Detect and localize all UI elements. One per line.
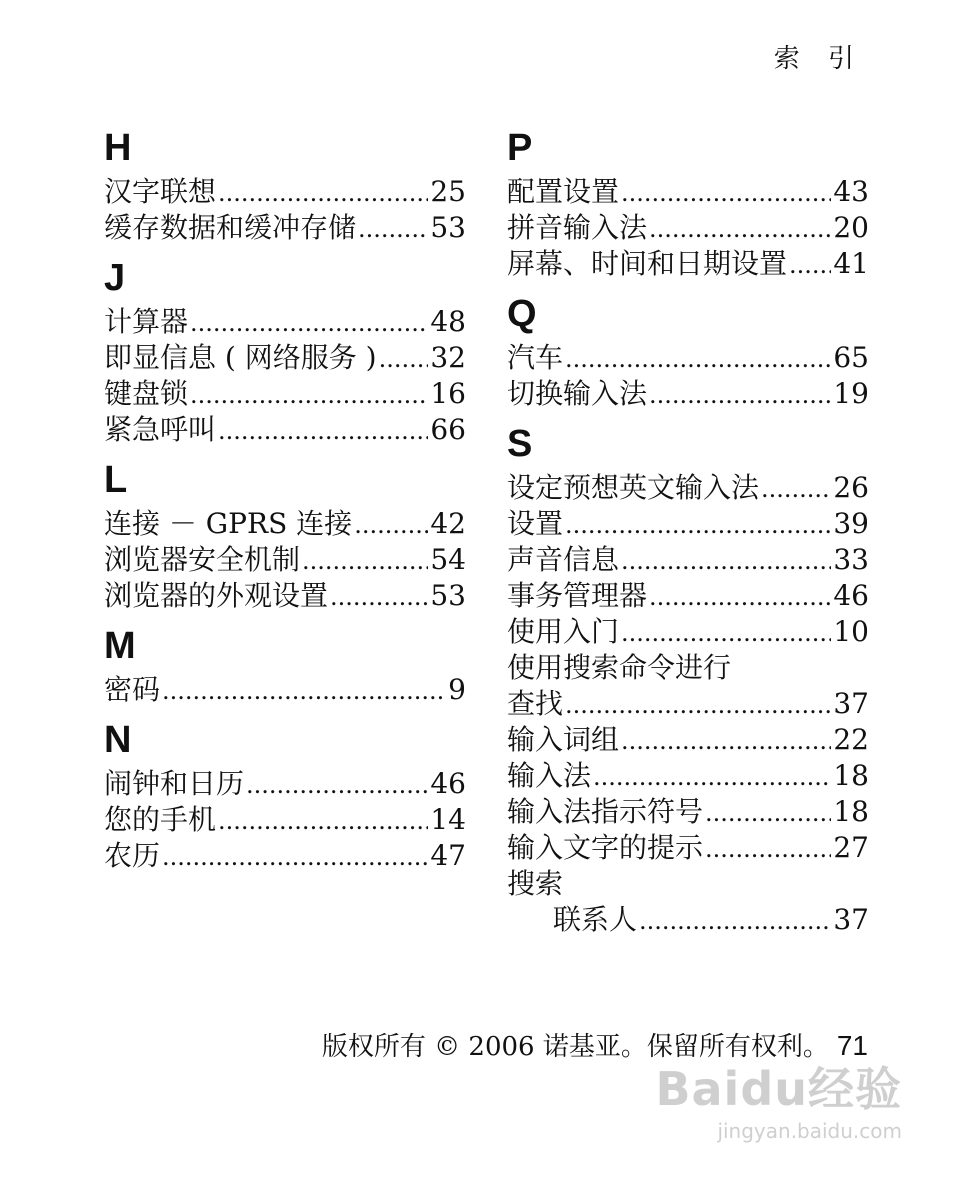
entry-text: 输入法指示符号 [507,795,704,828]
entry-page-number: 33 [833,543,869,576]
header-title: 索 引 [773,44,864,74]
index-entry [104,802,466,838]
dot-leader [565,507,831,543]
index-entry [104,376,466,412]
entry-page-number: 26 [833,471,869,504]
entry-text: 使用入门 [507,615,620,648]
index-entry [507,246,869,282]
entry-page-number: 18 [833,795,869,828]
index-entry [507,830,869,866]
index-entry [104,672,466,708]
entry-page-number: 20 [833,211,869,244]
index-column-left [104,122,466,874]
dot-leader [218,413,428,449]
entry-text: 事务管理器 [507,579,648,612]
entry-text: 计算器 [104,305,189,338]
dot-leader [162,839,428,875]
dot-leader [354,507,428,543]
entry-text: 拼音输入法 [507,211,648,244]
index-section [507,122,869,282]
section-letter: M [104,625,136,667]
dot-leader [621,543,831,579]
entry-text: 输入法 [507,759,592,792]
entry-page-number: 43 [833,175,869,208]
entry-page-number: 48 [430,305,466,338]
entry-page-number: 46 [833,579,869,612]
entry-page-number: 27 [833,831,869,864]
entry-page-number: 10 [833,615,869,648]
index-entry [507,210,869,246]
index-entry [104,412,466,448]
entry-text: 屏幕、时间和日期设置 [507,247,788,280]
entry-text: 设定预想英文输入法 [507,471,760,504]
index-entry [104,542,466,578]
dot-leader [705,795,831,831]
entry-page-number: 47 [430,839,466,872]
dot-leader [761,471,831,507]
section-letter: Q [507,293,537,335]
section-letter: H [104,127,132,169]
index-entry-heading: 搜索 [507,867,564,900]
dot-leader [162,673,446,709]
entry-page-number: 53 [430,579,466,612]
section-letter: J [104,257,126,299]
section-letter: S [507,423,533,465]
entry-page-number: 54 [430,543,466,576]
index-entry [104,340,466,376]
index-entry [104,210,466,246]
index-entry [507,902,869,938]
entry-text: 汽车 [507,341,564,374]
copyright-text: 版权所有 © 2006 诺基亚。保留所有权利。 [321,1032,829,1062]
dot-leader [218,175,428,211]
index-section [104,252,466,448]
dot-leader [379,341,429,377]
entry-page-number: 37 [833,687,869,720]
index-entry-heading: 使用搜索命令进行 [507,651,732,684]
index-section [104,454,466,614]
entry-page-number: 16 [430,377,466,410]
dot-leader [593,759,831,795]
entry-text: 输入文字的提示 [507,831,704,864]
entry-page-number: 18 [833,759,869,792]
dot-leader [621,175,831,211]
index-column-right [507,122,869,938]
entry-text: 查找 [507,687,564,720]
index-entry [104,506,466,542]
entry-page-number: 22 [833,723,869,756]
index-entry [104,766,466,802]
index-entry [104,304,466,340]
index-section [104,714,466,874]
index-entry [507,614,869,650]
dot-leader [621,615,831,651]
dot-leader [246,767,428,803]
entry-page-number: 39 [833,507,869,540]
watermark-url: jingyan.baidu.com [717,1119,902,1143]
dot-leader [190,305,428,341]
entry-text: 您的手机 [104,803,217,836]
section-letter: L [104,459,128,501]
entry-text: 配置设置 [507,175,620,208]
entry-text: 密码 [104,673,161,706]
entry-text: 汉字联想 [104,175,217,208]
index-entry [507,722,869,758]
watermark [655,1060,902,1144]
entry-page-number: 42 [430,507,466,540]
entry-page-number: 14 [430,803,466,836]
entry-text: 紧急呼叫 [104,413,217,446]
watermark-logo: Baidu经验 [655,1062,902,1116]
entry-page-number: 66 [430,413,466,446]
dot-leader [330,579,428,615]
dot-leader [621,723,831,759]
entry-text: 即显信息 ( 网络服务 ) [104,341,377,374]
entry-text: 输入词组 [507,723,620,756]
index-section [507,418,869,938]
dot-leader [190,377,428,413]
page-number: 71 [836,1030,868,1061]
dot-leader [358,211,428,247]
entry-text: 闹钟和日历 [104,767,245,800]
index-entry [104,578,466,614]
index-entry [507,470,869,506]
dot-leader [649,579,831,615]
entry-page-number: 53 [430,211,466,244]
index-entry [507,542,869,578]
entry-text: 缓存数据和缓冲存储 [104,211,357,244]
section-letter: P [507,127,533,169]
index-section [104,620,466,708]
dot-leader [705,831,831,867]
dot-leader [565,687,831,723]
entry-page-number: 46 [430,767,466,800]
entry-page-number: 41 [833,247,869,280]
index-entry [104,174,466,210]
entry-page-number: 65 [833,341,869,374]
dot-leader [302,543,428,579]
index-entry [507,376,869,412]
section-letter: N [104,719,132,761]
index-entry [507,174,869,210]
entry-text: 浏览器的外观设置 [104,579,329,612]
dot-leader [218,803,428,839]
index-section [507,288,869,412]
dot-leader [789,247,831,283]
index-entry [104,838,466,874]
entry-page-number: 37 [833,903,869,936]
entry-page-number: 19 [833,377,869,410]
index-section [104,122,466,246]
index-entry [507,340,869,376]
entry-page-number: 9 [448,673,466,706]
index-entry [507,686,869,722]
index-entry [507,794,869,830]
entry-text: 设置 [507,507,564,540]
entry-page-number: 25 [430,175,466,208]
entry-text: 切换输入法 [507,377,648,410]
dot-leader [649,211,831,247]
footer [322,1026,868,1063]
index-entry [507,506,869,542]
entry-text: 连接 － GPRS 连接 [104,507,353,540]
entry-page-number: 32 [430,341,466,374]
entry-text: 联系人 [553,903,638,936]
index-entry [507,758,869,794]
dot-leader [639,903,831,939]
entry-text: 声音信息 [507,543,620,576]
dot-leader [649,377,831,413]
entry-text: 键盘锁 [104,377,189,410]
entry-text: 农历 [104,839,161,872]
entry-text: 浏览器安全机制 [104,543,301,576]
index-entry [507,578,869,614]
dot-leader [565,341,831,377]
